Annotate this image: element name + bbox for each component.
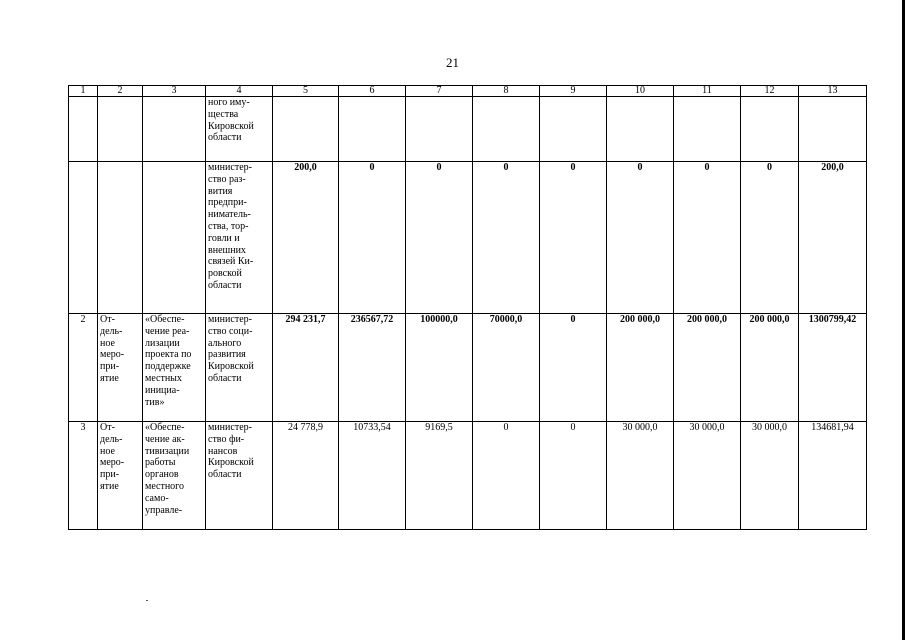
value-cell: 200 000,0 <box>741 314 799 422</box>
cell-text-line: ального <box>208 337 242 349</box>
value-cell <box>741 97 799 162</box>
value-cell: 0 <box>540 314 607 422</box>
cell-text-line: при- <box>100 469 120 481</box>
cell-text-line: ство фи- <box>208 433 245 445</box>
value-cell: 0 <box>473 162 540 314</box>
value-cell: 200 000,0 <box>674 314 741 422</box>
event-name-cell <box>143 422 206 530</box>
row-index <box>69 162 98 314</box>
value-cell: 9169,5 <box>406 422 473 530</box>
event-type-cell <box>98 97 143 162</box>
event-name-cell <box>143 97 206 162</box>
executor-cell <box>206 314 273 422</box>
value-cell: 30 000,0 <box>607 422 674 530</box>
value-cell: 0 <box>674 162 741 314</box>
executor-cell <box>206 97 273 162</box>
header-cell-3: 3 <box>143 86 206 97</box>
cell-text-line: инициа- <box>145 384 180 396</box>
header-cell-2: 2 <box>98 86 143 97</box>
cell-text-line: области <box>208 132 242 144</box>
cell-text-line: связей Ки- <box>208 256 254 268</box>
table-row <box>69 162 867 314</box>
row-index: 2 <box>69 314 98 422</box>
cell-text-line: нансов <box>208 445 238 457</box>
cell-text-line: «Обеспе- <box>145 422 185 433</box>
cell-text-line: ного иму- <box>208 97 250 108</box>
cell-text-line: Кировской <box>208 361 254 373</box>
event-type-cell <box>98 314 143 422</box>
cell-text-line: меро- <box>100 457 125 469</box>
cell-text-line: чение ак- <box>145 433 185 445</box>
cell-text-line: ное <box>100 445 115 457</box>
value-cell: 0 <box>406 162 473 314</box>
cell-text-line: органов <box>145 469 179 481</box>
value-cell: 134681,94 <box>799 422 867 530</box>
cell-text-line: ство соци- <box>208 325 253 337</box>
cell-text-line: чение реа- <box>145 325 190 337</box>
cell-text-line: ниматель- <box>208 209 251 221</box>
cell-text-line: дель- <box>100 325 123 337</box>
cell-text-line: говли и <box>208 232 240 244</box>
cell-text-line: развития <box>208 349 246 361</box>
cell-text-line: Кировской <box>208 120 254 132</box>
value-cell: 0 <box>741 162 799 314</box>
event-type-cell <box>98 162 143 314</box>
value-cell: 200,0 <box>799 162 867 314</box>
cell-text-line: предпри- <box>208 197 247 209</box>
cell-text-line: ятие <box>100 372 119 384</box>
header-cell-11: 11 <box>674 86 741 97</box>
cell-text-line: области <box>208 372 242 384</box>
cell-text-line: работы <box>145 457 176 469</box>
value-cell: 0 <box>540 422 607 530</box>
value-cell <box>473 97 540 162</box>
value-cell: 1300799,42 <box>799 314 867 422</box>
header-cell-12: 12 <box>741 86 799 97</box>
value-cell <box>273 97 339 162</box>
value-cell: 0 <box>473 422 540 530</box>
value-cell: 100000,0 <box>406 314 473 422</box>
value-cell: 0 <box>339 162 406 314</box>
event-name-cell <box>143 314 206 422</box>
cell-text-line: внешних <box>208 244 246 256</box>
header-row <box>69 86 867 97</box>
page-number: 21 <box>446 55 459 70</box>
cell-text-line: Кировской <box>208 457 254 469</box>
cell-text-line: лизации <box>145 337 180 349</box>
cell-text-line: министер- <box>208 422 252 433</box>
cell-text-line: при- <box>100 361 120 373</box>
value-cell <box>607 97 674 162</box>
cell-text-line: тивизации <box>145 445 190 457</box>
cell-text-line: проекта по <box>145 349 192 361</box>
header-cell-8: 8 <box>473 86 540 97</box>
cell-text-line: местных <box>145 372 182 384</box>
table-row <box>69 97 867 162</box>
row-index <box>69 97 98 162</box>
cell-text-line: области <box>208 279 242 291</box>
value-cell: 0 <box>607 162 674 314</box>
row-index: 3 <box>69 422 98 530</box>
cell-text-line: поддержке <box>145 361 191 373</box>
cell-text-line: От- <box>100 314 115 325</box>
cell-text-line: ство раз- <box>208 173 246 185</box>
header-cell-7: 7 <box>406 86 473 97</box>
header-cell-4: 4 <box>206 86 273 97</box>
value-cell: 294 231,7 <box>273 314 339 422</box>
header-cell-5: 5 <box>273 86 339 97</box>
cell-text-line: От- <box>100 422 115 433</box>
header-cell-6: 6 <box>339 86 406 97</box>
header-cell-13: 13 <box>799 86 867 97</box>
cell-text-line: управле- <box>145 504 183 516</box>
value-cell <box>339 97 406 162</box>
value-cell: 236567,72 <box>339 314 406 422</box>
event-type-cell <box>98 422 143 530</box>
header-cell-9: 9 <box>540 86 607 97</box>
value-cell <box>674 97 741 162</box>
cell-text-line: ятие <box>100 480 119 492</box>
cell-text-line: тив» <box>145 396 165 408</box>
value-cell: 10733,54 <box>339 422 406 530</box>
cell-text-line: само- <box>145 492 169 504</box>
cell-text-line: министер- <box>208 314 252 325</box>
header-cell-10: 10 <box>607 86 674 97</box>
cell-text-line: меро- <box>100 349 125 361</box>
value-cell <box>406 97 473 162</box>
value-cell <box>799 97 867 162</box>
cell-text-line: щества <box>208 108 239 120</box>
budget-table <box>68 85 867 530</box>
executor-cell <box>206 422 273 530</box>
value-cell: 30 000,0 <box>674 422 741 530</box>
value-cell: 24 778,9 <box>273 422 339 530</box>
cell-text-line: области <box>208 469 242 481</box>
value-cell: 200 000,0 <box>607 314 674 422</box>
cell-text-line: вития <box>208 185 233 197</box>
scan-speck <box>146 600 148 601</box>
event-name-cell <box>143 162 206 314</box>
value-cell: 30 000,0 <box>741 422 799 530</box>
table-row <box>69 422 867 530</box>
table-row <box>69 314 867 422</box>
value-cell: 0 <box>540 162 607 314</box>
cell-text-line: дель- <box>100 433 123 445</box>
value-cell: 200,0 <box>273 162 339 314</box>
value-cell: 70000,0 <box>473 314 540 422</box>
cell-text-line: ровской <box>208 268 242 280</box>
executor-cell <box>206 162 273 314</box>
header-cell-1: 1 <box>69 86 98 97</box>
cell-text-line: ное <box>100 337 115 349</box>
cell-text-line: ства, тор- <box>208 220 249 232</box>
cell-text-line: «Обеспе- <box>145 314 185 325</box>
value-cell <box>540 97 607 162</box>
cell-text-line: министер- <box>208 162 252 173</box>
cell-text-line: местного <box>145 480 185 492</box>
